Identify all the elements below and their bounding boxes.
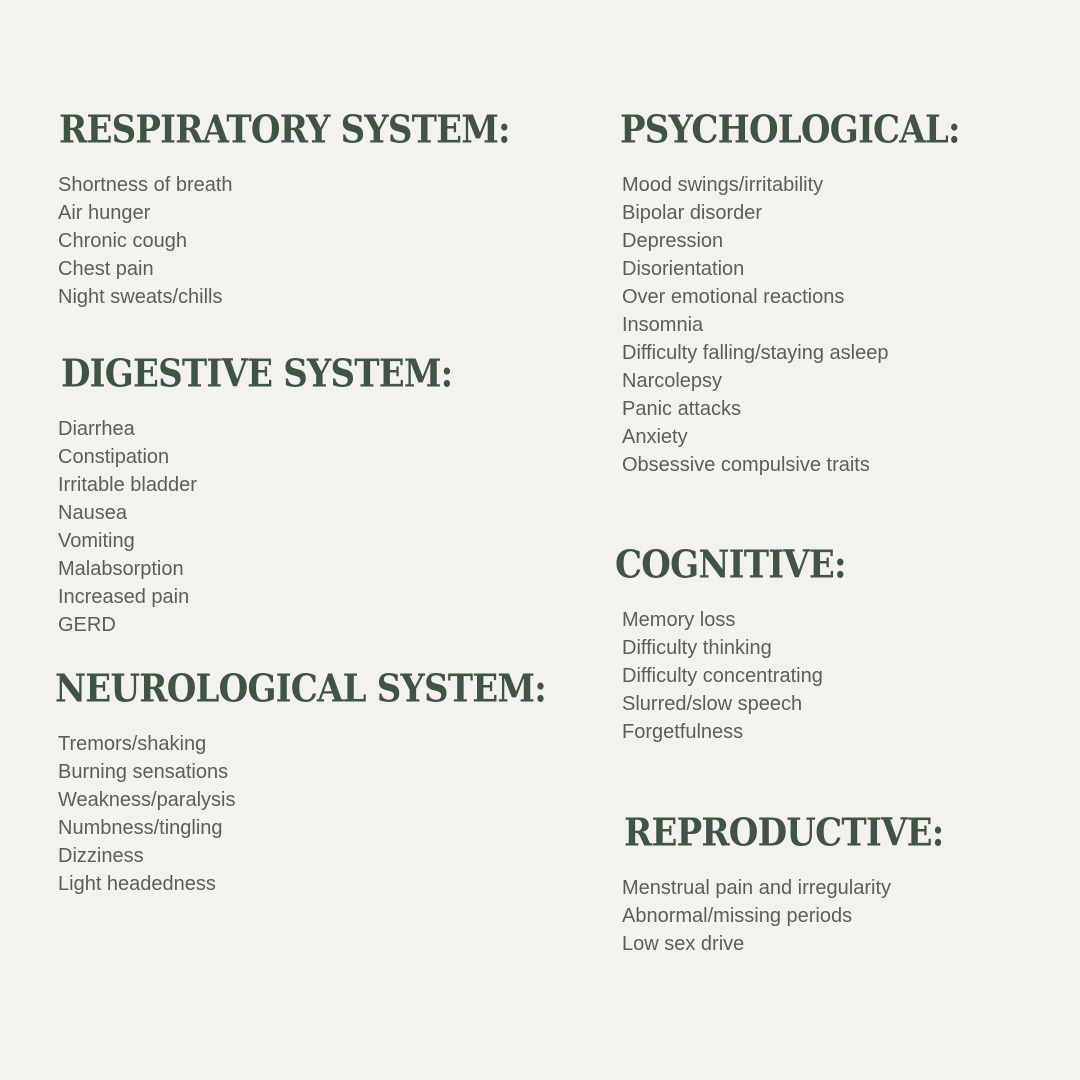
list-item: Numbness/tingling [58, 817, 223, 839]
section-heading: PSYCHOLOGICAL: [620, 107, 960, 153]
list-item: Mood swings/irritability [622, 174, 824, 196]
symptom-list [58, 415, 197, 639]
list-item: Obsessive compulsive traits [622, 454, 870, 476]
list-item: Narcolepsy [622, 370, 723, 392]
list-item: Difficulty thinking [622, 637, 772, 659]
list-item: Dizziness [58, 845, 144, 867]
section-heading: DIGESTIVE SYSTEM: [61, 351, 453, 397]
list-item: Air hunger [58, 202, 151, 224]
section-reproductive [622, 810, 944, 955]
list-item: Panic attacks [622, 398, 741, 420]
list-item: Nausea [58, 502, 127, 524]
list-item: Tremors/shaking [58, 733, 207, 755]
section-cognitive [615, 542, 846, 743]
list-item: Abnormal/missing periods [622, 905, 853, 927]
list-item: Over emotional reactions [622, 286, 845, 308]
symptom-list [58, 171, 233, 311]
list-item: Chest pain [58, 258, 154, 280]
symptom-list [622, 171, 888, 479]
list-item: Menstrual pain and irregularity [622, 877, 892, 899]
list-item: Forgetfulness [622, 721, 744, 743]
symptom-list [622, 874, 891, 958]
list-item: Irritable bladder [58, 474, 197, 496]
list-item: Malabsorption [58, 558, 184, 580]
list-item: Weakness/paralysis [58, 789, 236, 811]
list-item: Shortness of breath [58, 174, 233, 196]
list-item: Constipation [58, 446, 170, 468]
list-item: Anxiety [622, 426, 688, 448]
list-item: Depression [622, 230, 724, 252]
symptom-list [58, 730, 235, 898]
section-neurological [55, 666, 546, 895]
list-item: Memory loss [622, 609, 736, 631]
list-item: Night sweats/chills [58, 286, 223, 308]
section-heading: REPRODUCTIVE: [624, 810, 944, 856]
list-item: GERD [58, 614, 116, 636]
list-item: Difficulty falling/staying asleep [622, 342, 889, 364]
list-item: Slurred/slow speech [622, 693, 803, 715]
list-item: Insomnia [622, 314, 704, 336]
list-item: Chronic cough [58, 230, 187, 252]
list-item: Disorientation [622, 258, 745, 280]
section-heading: RESPIRATORY SYSTEM: [59, 107, 510, 153]
section-psychological [620, 107, 960, 476]
section-heading: COGNITIVE: [615, 542, 846, 588]
list-item: Vomiting [58, 530, 135, 552]
section-heading: NEUROLOGICAL SYSTEM: [55, 666, 546, 712]
section-respiratory [58, 107, 510, 308]
section-digestive [58, 351, 453, 636]
list-item: Increased pain [58, 586, 190, 608]
list-item: Bipolar disorder [622, 202, 763, 224]
list-item: Burning sensations [58, 761, 229, 783]
list-item: Light headedness [58, 873, 216, 895]
list-item: Diarrhea [58, 418, 135, 440]
symptom-list [622, 606, 823, 746]
list-item: Low sex drive [622, 933, 745, 955]
list-item: Difficulty concentrating [622, 665, 823, 687]
